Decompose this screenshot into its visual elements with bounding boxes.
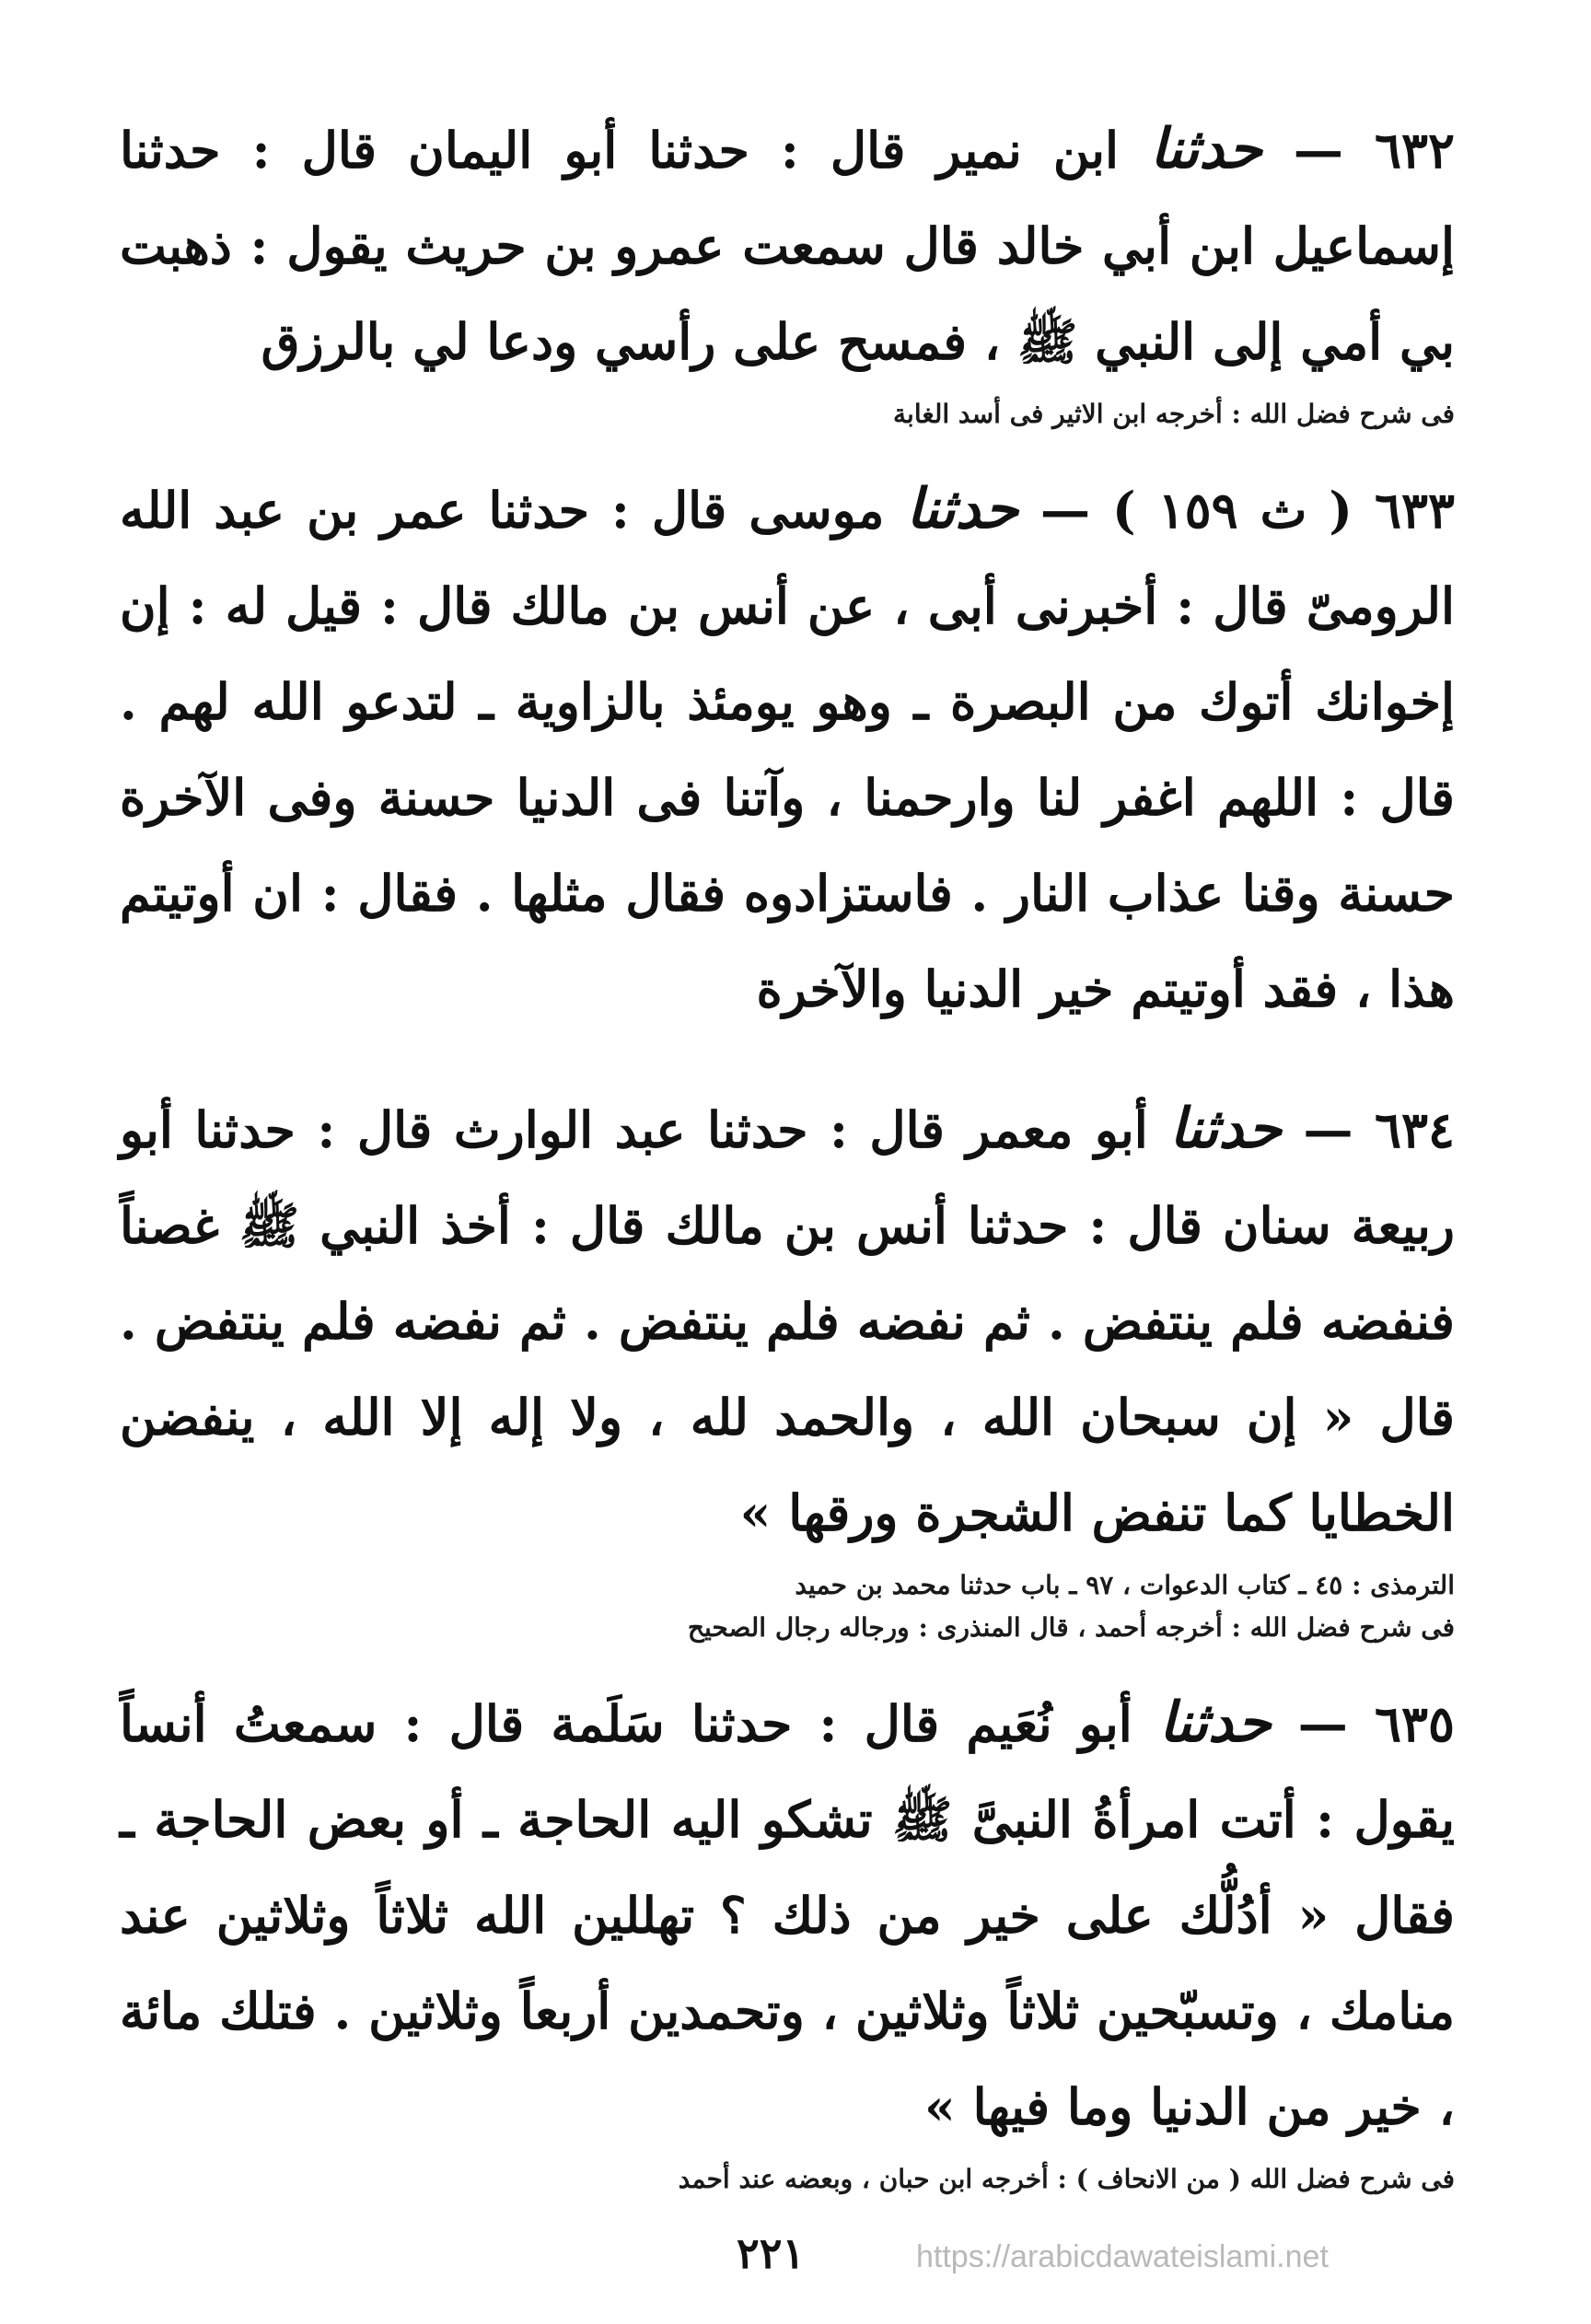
hadith-number: ٦٣٤ [1374,1100,1455,1159]
hadith-633: ٦٣٣ ( ث ١٥٩ ) — حدثنا موسى قال : حدثنا عمر بن عبد الله الرومىّ قال : أخبرنى أبى ، عن أنس بن مالك قال : قيل له : إن إخوانك أتوك من البصرة ـ وهو يومئذ بالزاوية ـ لتدعو الله لهم . قال : اللهم اغفر لنا وارحمنا ، وآتنا فى الدنيا حسنة وفى الآخرة حسنة وقنا عذاب النار . فاستزادوه فقال مثلها . فقال : ان أوتيتم هذا ، فقد أوتيتم خير الدنيا والآخرة [120,477,1455,1018]
hadith-text: أبو معمر قال : حدثنا عبد الوارث قال : حدثنا أبو ربيعة سنان قال : حدثنا أنس بن مالك قال : أخذ النبي ﷺ غصناً فنفضه فلم ينتفض . ثم نفضه فلم ينتفض . ثم نفضه فلم ينتفض . قال « إن سبحان الله ، والحمد لله ، ولا إله إلا الله ، ينفضن الخطايا كما تنفض الشجرة ورقها » [120,1100,1455,1542]
haddathana-word: حدثنا [1158,1691,1272,1755]
hadith-635: ٦٣٥ — حدثنا أبو نُعَيم قال : حدثنا سَلَمة قال : سمعتُ أنساً يقول : أتت امرأةُ النبىَّ ﷺ تشكو اليه الحاجة ـ أو بعض الحاجة ـ فقال « أدُلُّك على خير من ذلك ؟ تهللين الله ثلاثاً وثلاثين عند منامك ، وتسبّحين ثلاثاً وثلاثين ، وتحمدين أربعاً وثلاثين . فتلك مائة ، خير من الدنيا وما فيها » [120,1691,1455,2136]
page-number: ٢٢١ [737,2228,806,2278]
haddathana-word: حدثنا [1169,1097,1282,1161]
hadith-number: ٦٣٢ [1374,121,1455,180]
haddathana-word: حدثنا [1150,117,1262,181]
hadith-632-note: فى شرح فضل الله : أخرجه ابن الاثير فى أسد الغابة [893,399,1455,429]
hadith-number: ٦٣٥ [1374,1694,1455,1753]
hadith-634-note-sharh: فى شرح فضل الله : أخرجه أحمد ، قال المنذرى : ورجاله رجال الصحيح [687,1612,1455,1643]
spacer [120,436,1455,461]
hadith-632: ٦٣٢ — حدثنا ابن نمير قال : حدثنا أبو اليمان قال : حدثنا إسماعيل ابن أبي خالد قال سمعت عمرو بن حريث يقول : ذهبت بي أمي إلى النبي ﷺ ، فمسح على رأسي ودعا لي بالرزق [120,117,1455,371]
page-footer [0,2228,1591,2293]
hadith-635-note: فى شرح فضل الله ( من الانحاف ) : أخرجه ابن حبان ، وبعضه عند أحمد [678,2164,1455,2194]
hadith-reference: ( ث ١٥٩ ) [1112,481,1353,540]
haddathana-word: حدثنا [906,477,1019,541]
spacer [120,1037,1455,1081]
watermark-url: https://arabicdawateislami.net [916,2239,1329,2274]
hadith-text: موسى قال : حدثنا عمر بن عبد الله الرومىّ قال : أخبرنى أبى ، عن أنس بن مالك قال : قيل له : إن إخوانك أتوك من البصرة ـ وهو يومئذ بالزاوية ـ لتدعو الله لهم . قال : اللهم اغفر لنا وارحمنا ، وآتنا فى الدنيا حسنة وفى الآخرة حسنة وقنا عذاب النار . فاستزادوه فقال مثلها . فقال : ان أوتيتم هذا ، فقد أوتيتم خير الدنيا والآخرة [120,481,1455,1018]
hadith-634: ٦٣٤ — حدثنا أبو معمر قال : حدثنا عبد الوارث قال : حدثنا أبو ربيعة سنان قال : حدثنا أنس بن مالك قال : أخذ النبي ﷺ غصناً فنفضه فلم ينتفض . ثم نفضه فلم ينتفض . ثم نفضه فلم ينتفض . قال « إن سبحان الله ، والحمد لله ، ولا إله إلا الله ، ينفضن الخطايا كما تنفض الشجرة ورقها » [120,1097,1455,1542]
spacer [120,1649,1455,1675]
hadith-number: ٦٣٣ [1374,481,1455,540]
hadith-text: ابن نمير قال : حدثنا أبو اليمان قال : حدثنا إسماعيل ابن أبي خالد قال سمعت عمرو بن حريث يقول : ذهبت بي أمي إلى النبي ﷺ ، فمسح على رأسي ودعا لي بالرزق [120,121,1455,371]
hadith-634-note-tirmidhi: الترمذى : ٤٥ ـ كتاب الدعوات ، ٩٧ ـ باب حدثنا محمد بن حميد [795,1570,1455,1600]
hadith-text: أبو نُعَيم قال : حدثنا سَلَمة قال : سمعتُ أنساً يقول : أتت امرأةُ النبىَّ ﷺ تشكو اليه الحاجة ـ أو بعض الحاجة ـ فقال « أدُلُّك على خير من ذلك ؟ تهللين الله ثلاثاً وثلاثين عند منامك ، وتسبّحين ثلاثاً وثلاثين ، وتحمدين أربعاً وثلاثين . فتلك مائة ، خير من الدنيا وما فيها » [120,1694,1455,2136]
document-page [120,101,1455,2201]
